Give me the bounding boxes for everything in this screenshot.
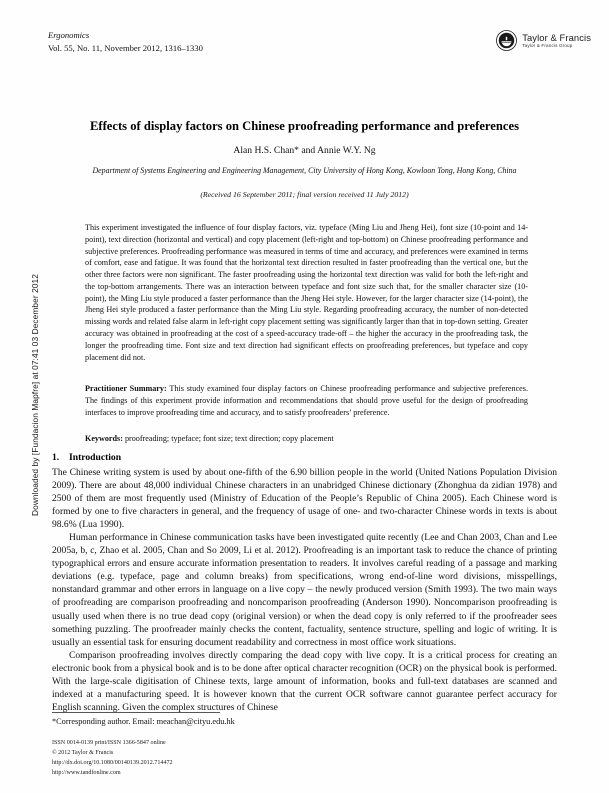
- publisher-name: Taylor & Francis: [522, 31, 591, 43]
- section-heading-introduction: [52, 452, 121, 463]
- doi-link[interactable]: http://dx.doi.org/10.1080/00140139.2012.714472: [52, 759, 173, 766]
- publisher-group: Taylor & Francis Group: [522, 42, 573, 48]
- received-dates: (Received 16 September 2011; final version received 11 July 2012): [200, 189, 409, 199]
- keywords-label: Keywords:: [85, 433, 123, 443]
- keywords-text: proofreading; typeface; font size; text direction; copy placement: [122, 433, 334, 443]
- journal-issue-line: Vol. 55, No. 11, November 2012, 1316–1330: [48, 42, 203, 53]
- corresponding-author-note: *Corresponding author. Email: meachan@cityu.edu.hk: [52, 717, 235, 726]
- title-block: [48, 118, 561, 199]
- footnote-divider: [52, 712, 220, 713]
- publisher-website-link[interactable]: http://www.tandfonline.com: [52, 769, 121, 776]
- copyright-line: © 2012 Taylor & Francis: [52, 749, 114, 756]
- publisher-logo: [496, 30, 591, 51]
- body-paragraph: Comparison proofreading involves directly comparing the dead copy with live copy. It is a critical process for creating an electronic book from a physical book and is to be done after optical character recognition (OCR) on the physical book is performed. With the large-scale digitisation of Chinese texts, large amount of information, books and full-text databases are scanned and indexed at a manufacturing speed. It is however known that the current OCR software cannot guarantee perfect accuracy for English scanning. Given the complex structures of Chinese: [52, 649, 557, 713]
- download-stamp: Downloaded by [Fundacion Mapfre] at 07:41 03 December 2012: [30, 274, 40, 516]
- section-number: 1.: [52, 452, 60, 463]
- body-column: [52, 466, 557, 714]
- keywords: [85, 419, 528, 445]
- taylor-francis-emblem-icon: [496, 30, 517, 51]
- issn-line: ISSN 0014-0139 print/ISSN 1366-5847 online: [52, 740, 166, 746]
- practitioner-summary-text: This study examined four display factors on Chinese proofreading performance and subjective preferences. The findings of this experiment provide information and recommendations that should prove useful for the design of proofreading interfaces to improve proofreading time and accuracy, and to satisfy proofreaders’ preference.: [85, 384, 528, 417]
- affiliation: Department of Systems Engineering and Engineering Management, City University of Hong Kong, Kowloon Tong, Hong Kong, China: [92, 166, 517, 176]
- section-title: Introduction: [69, 452, 122, 463]
- abstract-block: [85, 222, 528, 445]
- journal-header: [48, 30, 203, 55]
- practitioner-summary-label: Practitioner Summary:: [85, 384, 167, 394]
- publisher-text: [522, 33, 591, 49]
- body-paragraph: The Chinese writing system is used by about one-fifth of the 6.90 billion people in the world (United Nations Population Division 2009). There are about 48,000 individual Chinese characters in an unabridged Chinese dictionary (Zhonghua da zidian 1978) and 2500 of them are most frequently used (Ministry of Education of the People’s Republic of China 2005). Each Chinese word is formed by one to five characters in general, and the frequency of usage of one- and two-character Chinese words in texts is about 98.6% (Lua 1990).: [52, 467, 557, 531]
- abstract-text: This experiment investigated the influence of four display factors, viz. typeface (Ming Liu and Jheng Hei), font size (10-point and 14-point), text direction (horizontal and vertical) and copy placement (left-right and top-bottom) on Chinese proofreading performance and subjective preferences. Proofreading performance was measured in terms of time and accuracy, and preferences were examined in terms of comfort, ease and fatigue. It was found that the horizontal text direction resulted in faster proofreading than the vertical one, but the other three factors were non significant. The faster proofreading using the horizontal text direction was valid for both the left-right and the top-bottom arrangements. There was an interaction between typeface and font size such that, for the smaller character size (10-point), the Ming Liu style produced a faster performance than the Jheng Hei style. However, for the larger character size (14-point), the Jheng Hei style produced a faster performance than the Ming Liu style. Regarding proofreading accuracy, the number of non-detected missing words and related false alarm in left-right copy placement setting was significantly larger than that in top-down setting. Greater accuracy was obtained in proofreading at the cost of a speed-accuracy trade-off – the higher the accuracy in the proofreading task, the longer the proofreading time. Font size and text direction had significant effects on proofreading preferences, but typeface and copy placement did not.: [85, 223, 528, 362]
- body-paragraph: Human performance in Chinese communication tasks have been investigated quite recently (Lee and Chan 2003, Chan and Lee 2005a, b, c, Zhao et al. 2005, Chan and So 2009, Li et al. 2012). Proofreading is an important task to reduce the chance of printing typographical errors and ensure accurate information presentation to readers. It involves careful reading of a passage and marking deviations (e.g. typeface, page and column breaks) from specifications, wrong end-of-line word divisions, misspellings, nonstandard grammar and other errors in language on a live copy – the newly produced version (Smith 1993). The two main ways of proofreading are comparison proofreading and noncomparison proofreading (Anderson 1990). Noncomparison proofreading is usually used when there is no true dead copy (original version) or when the dead copy is only referred to if the proofreader sees something puzzling. The proofreader mainly checks the content, factuality, sentence structure, spelling and logic of writing. It is usually an essential task for ensuring document readability and correctness in most office work situations.: [52, 532, 557, 648]
- author-list: Alan H.S. Chan* and Annie W.Y. Ng: [233, 145, 376, 157]
- practitioner-summary: [85, 363, 528, 418]
- imprint-block: [52, 739, 173, 778]
- page-title: Effects of display factors on Chinese proofreading performance and preferences: [90, 119, 519, 133]
- journal-name: Ergonomics: [48, 30, 90, 40]
